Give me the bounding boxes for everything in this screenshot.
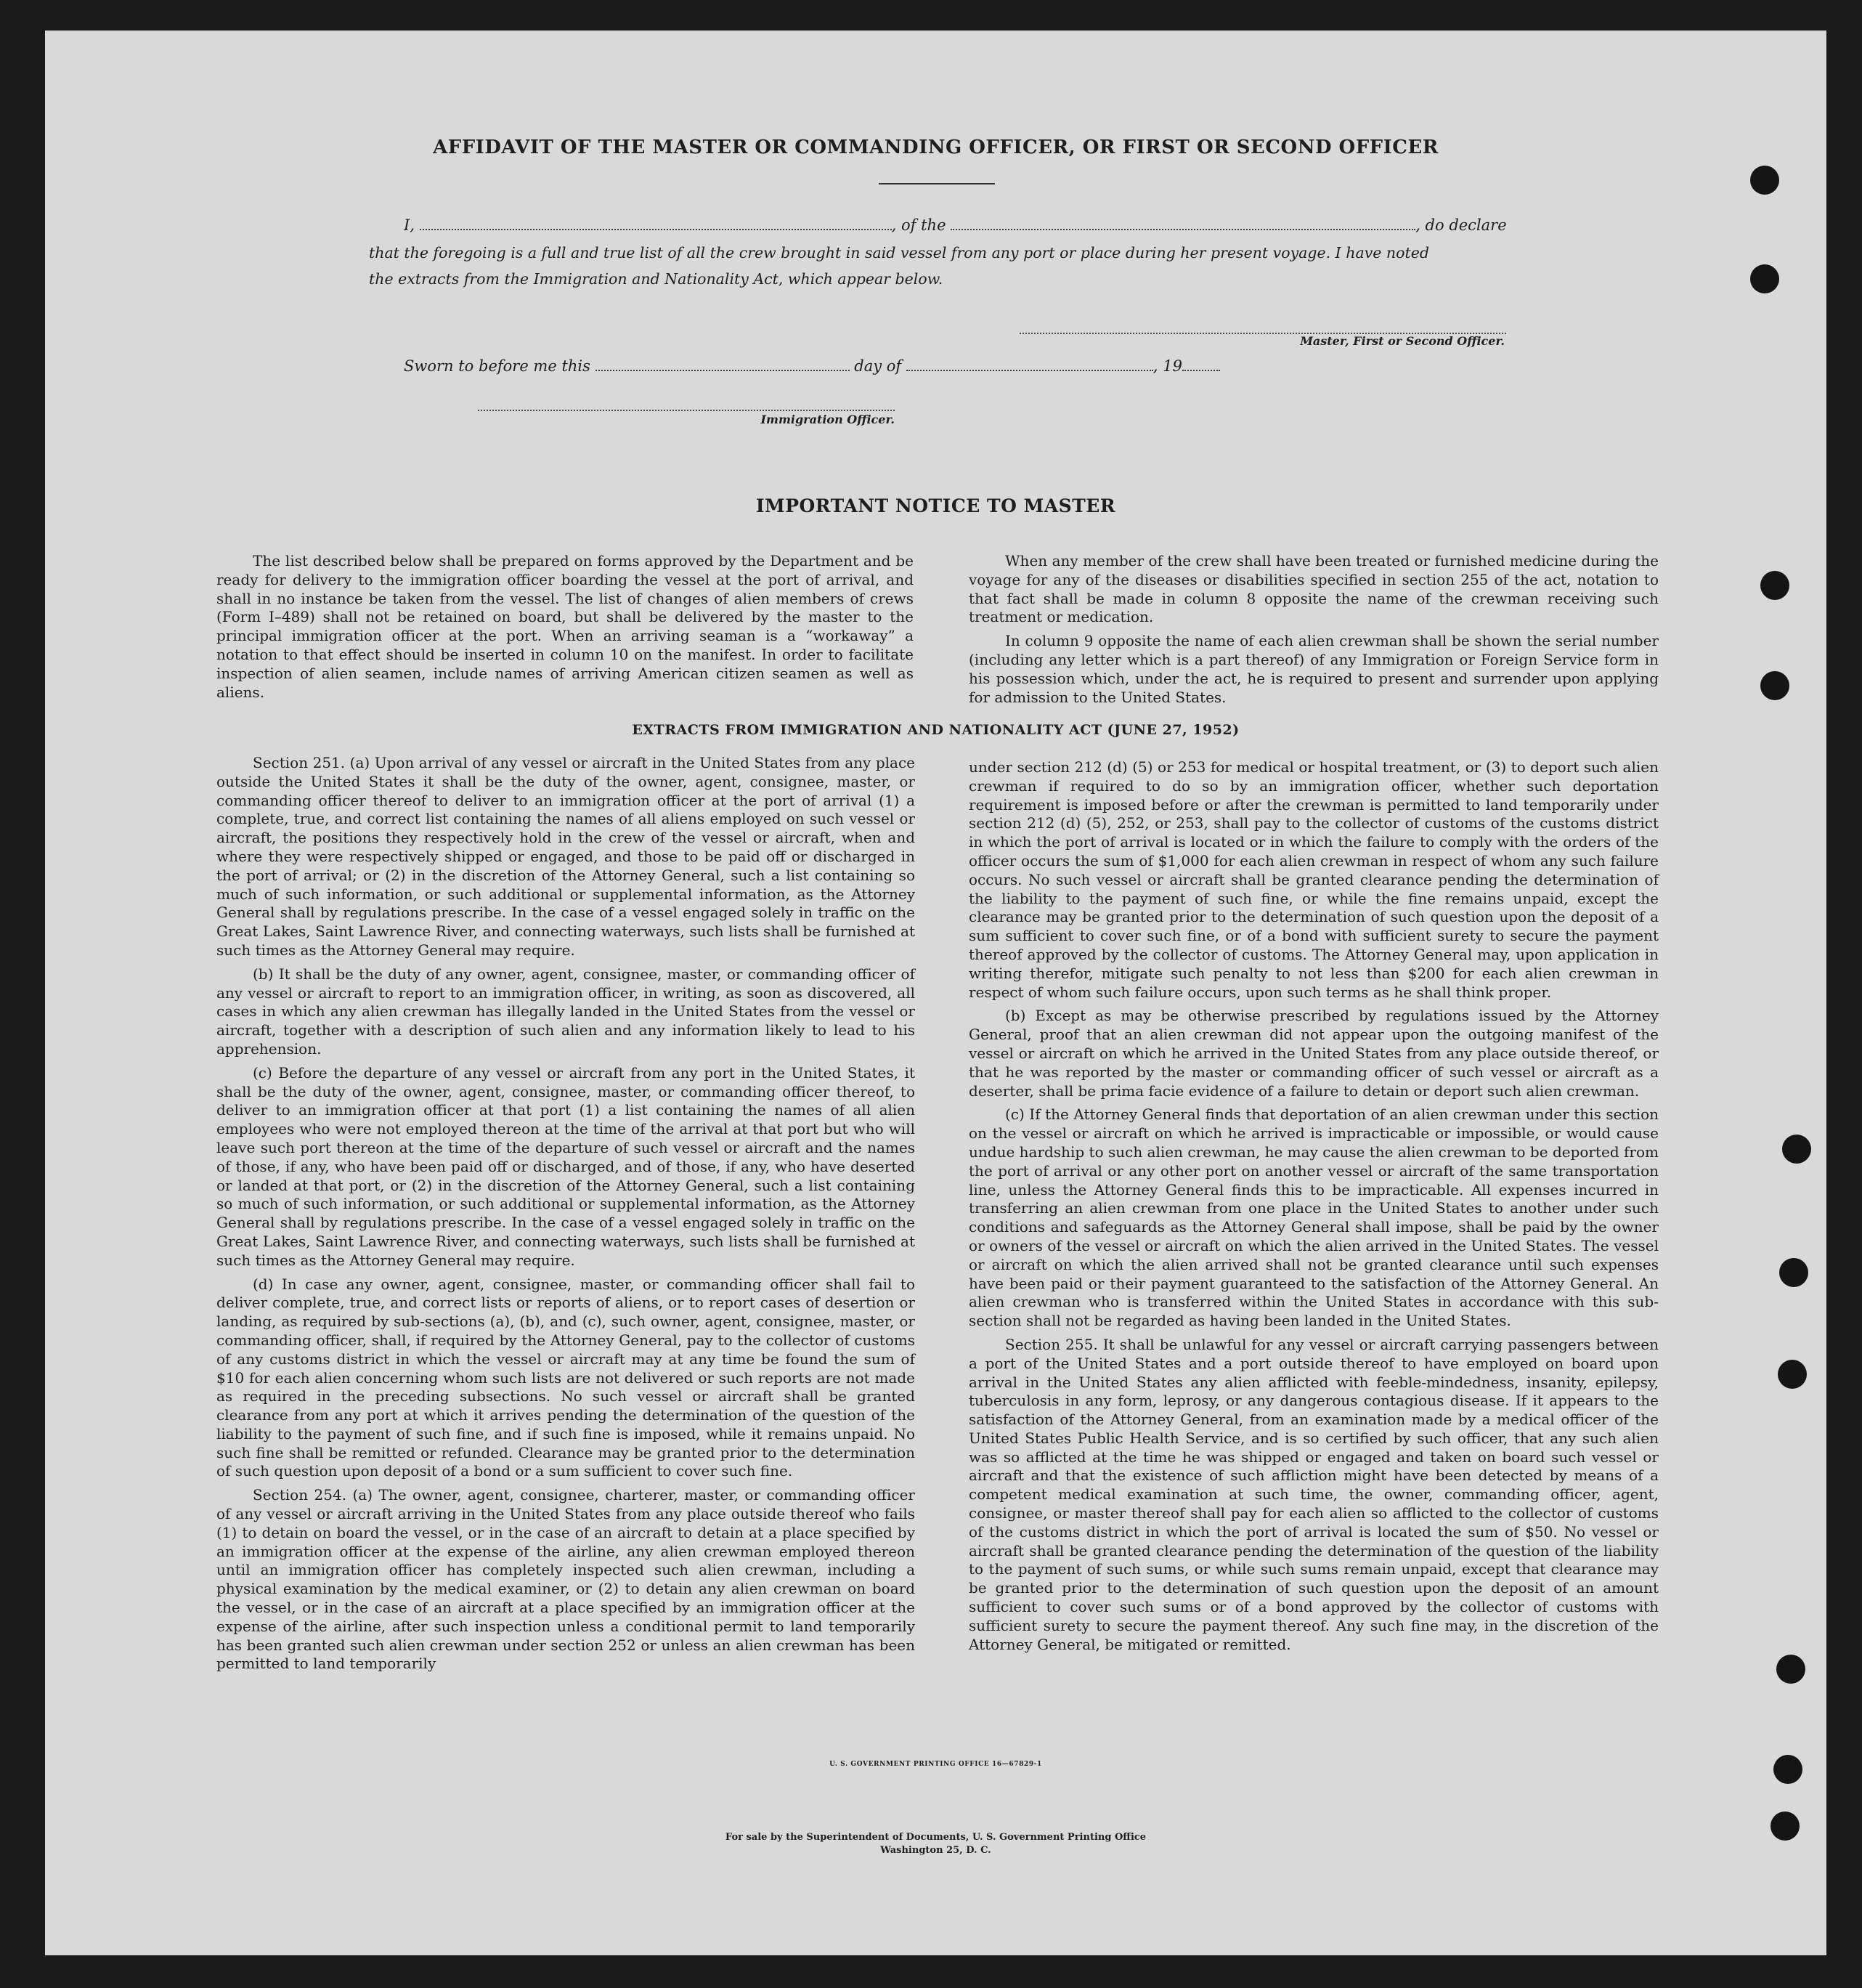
extract-paragraph: (b) Except as may be otherwise prescribed by regulations issued by the Attorney General, proof that an alien crewman did not appear upon the outgoing manifest of the vessel or aircraft on which he arrived in the United States from any place outside thereof, or that he was reported by the master or commanding officer of such vessel or aircraft as a deserter, shall be prima facie evidence of a failure to detain or deport such alien crewman.	[969, 1007, 1659, 1100]
extract-paragraph: (c) Before the departure of any vessel or aircraft from any port in the United States, it shall be the duty of the owner, agent, consignee, master, or commanding officer thereof, to deliver to an immigration officer at that port (1) a list containing the names of all alien employees who were not employed thereon at the time of the arrival at that port but who will leave such port thereon at the time of the departure of such vessel or aircraft and the names of those, if any, who have been paid off or discharged, and of those, if any, who have deserted or landed at that port, or (2) in the discretion of the Attorney General, such a list containing so much of such information, or such additional or supplemental information, as the Attorney General shall by regulations prescribe. In the case of a vessel engaged solely in traffic on the Great Lakes, Saint Lawrence River, and connecting waterways, such lists shall be furnished at such times as the Attorney General may require.	[216, 1063, 915, 1269]
notice-left-column	[216, 552, 914, 707]
notice-right-paragraph-1: When any member of the crew shall have been treated or furnished medicine during the voyage for any of the diseases or disabilities specified in section 255 of the act, notation to that fact shall be made in column 8 opposite the name of the crewman receiving such treatment or medication.	[969, 552, 1659, 626]
punch-hole	[1750, 264, 1779, 293]
punch-hole	[1776, 1655, 1805, 1684]
sworn-label: Sworn to before me this	[404, 357, 590, 375]
punch-hole	[1760, 671, 1789, 700]
punch-hole	[1760, 571, 1789, 600]
declaration-text-2: that the foregoing is a full and true list of all the crew brought in said vessel from any port or place during her present voyage. I have noted	[369, 244, 1429, 261]
of-the-label: , of the	[891, 216, 946, 234]
extracts-title: EXTRACTS FROM IMMIGRATION AND NATIONALITY ACT (JUNE 27, 1952)	[632, 722, 1240, 738]
sale-line-1: For sale by the Superintendent of Documents, U. S. Government Printing Office	[725, 1832, 1147, 1843]
sworn-line	[404, 357, 1348, 375]
declaration-text-3: the extracts from the Immigration and Nationality Act, which appear below.	[369, 270, 943, 288]
year-blank[interactable]	[1182, 360, 1220, 371]
officer-signature-line[interactable]	[478, 410, 895, 411]
officer-label: Immigration Officer.	[760, 413, 895, 426]
declaration-i-label: I,	[404, 216, 415, 234]
extracts-right-column	[969, 758, 1659, 1659]
notice-right-paragraph-2: In column 9 opposite the name of each alien crewman shall be shown the serial number (including any letter which is a part thereof) of any Immigration or Foreign Service form in his possession which, under the act, he is required to present and surrender upon applying for admission to the United States.	[969, 632, 1659, 706]
extract-paragraph: Section 255. It shall be unlawful for any vessel or aircraft carrying passengers between a port of the United States and a port outside thereof to have employed on board upon arrival in the United States any alien afflicted with feeble-mindedness, insanity, epilepsy, tuberculosis in any form, leprosy, or any dangerous contagious disease. If it appears to the satisfaction of the Attorney General, from an examination made by a medical officer of the United States Public Health Service, and is so certified by such officer, that any such alien was so afflicted at the time he was shipped or engaged and taken on board such vessel or aircraft and that the existence of such affliction might have been detected by means of a competent medical examination at such time, the owner, commanding officer, agent, consignee, or master thereof shall pay for each alien so afflicted to the collector of customs of the customs district in which the port of arrival is located the sum of $50. No vessel or aircraft shall be granted clearance pending the determination of the question of the liability to the payment of such sums, or while such sums remain unpaid, except that clearance may be granted prior to the determination of such question upon the deposit of an amount sufficient to cover such sums or of a bond approved by the collector of customs with sufficient surety to secure the payment thereof. Any such fine may, in the discretion of the Attorney General, be mitigated or remitted.	[969, 1335, 1659, 1653]
do-declare-label: , do declare	[1415, 216, 1507, 234]
vessel-blank[interactable]	[951, 219, 1415, 230]
extract-paragraph: (c) If the Attorney General finds that deportation of an alien crewman under this section on the vessel or aircraft on which he arrived is impracticable or impossible, or would cause undue hardship to such alien crewman, he may cause the alien crewman to be deported from the port of arrival or any other port on another vessel or aircraft of the same transportation line, unless the Attorney General finds this to be impracticable. All expenses incurred in transferring an alien crewman from one place in the United States to another under such conditions and safeguards as the Attorney General shall impose, shall be paid by the owner or owners of the vessel or aircraft on which the alien arrived in the United States. The vessel or aircraft on which the alien arrived shall not be granted clearance until such expenses have been paid or their payment guaranteed to the satisfaction of the Attorney General. An alien crewman who is transferred within the United States in accordance with this sub-section shall not be regarded as having been landed in the United States.	[969, 1105, 1659, 1330]
notice-title: IMPORTANT NOTICE TO MASTER	[755, 495, 1116, 516]
master-label: Master, First or Second Officer.	[1300, 334, 1505, 348]
extract-paragraph: Section 254. (a) The owner, agent, consignee, charterer, master, or commanding officer of any vessel or aircraft arriving in the United States from any place outside thereof who fails (1) to detain on board the vessel, or in the case of an aircraft to detain at a place specified by an immigration officer at the expense of the airline, any alien crewman employed thereon until an immigration officer has completely inspected such alien crewman, including a physical examination by the medical examiner, or (2) to detain any alien crewman on board the vessel, or in the case of an aircraft at a place specified by an immigration officer at the expense of the airline, after such inspection unless a conditional permit to land temporarily has been granted such alien crewman under section 252 or unless an alien crewman has been permitted to land temporarily	[216, 1486, 915, 1673]
punch-hole	[1779, 1258, 1808, 1287]
extracts-left-column	[216, 754, 915, 1679]
affidavit-title: AFFIDAVIT OF THE MASTER OR COMMANDING OFFICER, OR FIRST OR SECOND OFFICER	[433, 137, 1439, 158]
punch-hole	[1778, 1360, 1807, 1389]
document-page	[45, 31, 1826, 1955]
year-label: , 19	[1152, 357, 1182, 375]
punch-hole	[1773, 1755, 1802, 1784]
extract-paragraph: (b) It shall be the duty of any owner, agent, consignee, master, or commanding officer of any vessel or aircraft to report to an immigration officer, in writing, as soon as discovered, all cases in which any alien crewman has illegally landed in the United States from the vessel or aircraft, together with a description of such alien and any information likely to lead to his apprehension.	[216, 965, 915, 1058]
notice-right-column	[969, 552, 1659, 712]
declaration-line	[404, 216, 1566, 234]
extract-paragraph: under section 212 (d) (5) or 253 for medical or hospital treatment, or (3) to deport such alien crewman if required to do so by an immigration officer, whether such deportation requirement is imposed before or after the crewman is permitted to land temporarily under section 212 (d) (5), 252, or 253, shall pay to the collector of customs of the customs district in which the port of arrival is located or in which the failure to comply with the orders of the officer occurs the sum of $1,000 for each alien crewman in respect of whom any such failure occurs. No such vessel or aircraft shall be granted clearance pending the determination of the liability to the payment of such fine, or while the fine remains unpaid, except the clearance may be granted prior to the determination of such question upon the deposit of a sum sufficient to cover such fine, or of a bond with sufficient surety to secure the payment thereof approved by the collector of customs. The Attorney General may, upon application in writing therefor, mitigate such penalty to not less than $200 for each alien crewman in respect of whom such failure occurs, upon such terms as he shall think proper.	[969, 758, 1659, 1001]
day-of-label: day of	[854, 357, 902, 375]
name-blank[interactable]	[420, 219, 892, 230]
punch-hole	[1782, 1135, 1811, 1164]
sale-line-2: Washington 25, D. C.	[880, 1845, 991, 1856]
title-underline	[879, 183, 995, 184]
printing-office-line: U. S. GOVERNMENT PRINTING OFFICE 16—67829-1	[829, 1761, 1042, 1768]
extract-paragraph: (d) In case any owner, agent, consignee, master, or commanding officer shall fail to deliver complete, true, and correct lists or reports of aliens, or to report cases of desertion or landing, as required by sub-sections (a), (b), and (c), such owner, agent, consignee, master, or commanding officer, shall, if required by the Attorney General, pay to the collector of customs of any customs district in which the vessel or aircraft may at any time be found the sum of $10 for each alien concerning whom such lists are not delivered or such reports are not made as required in the preceding subsections. No such vessel or aircraft shall be granted clearance from any port at which it arrives pending the determination of the question of the liability to the payment of such fine, and if such fine is imposed, while it remains unpaid. No such fine shall be remitted or refunded. Clearance may be granted prior to the determination of such question upon deposit of a bond or a sum sufficient to cover such fine.	[216, 1275, 915, 1480]
month-blank[interactable]	[906, 360, 1153, 371]
sworn-date-blank[interactable]	[595, 360, 850, 371]
extract-paragraph: Section 251. (a) Upon arrival of any vessel or aircraft in the United States from any place outside the United States it shall be the duty of the owner, agent, consignee, master, or commanding officer thereof to deliver to an immigration officer at the port of arrival (1) a complete, true, and correct list containing the names of all aliens employed on such vessel or aircraft, the positions they respectively hold in the crew of the vessel or aircraft, when and where they were respectively shipped or engaged, and those to be paid off or discharged in the port of arrival; or (2) in the discretion of the Attorney General, such a list containing so much of such information, or such additional or supplemental information, as the Attorney General shall by regulations prescribe. In the case of a vessel engaged solely in traffic on the Great Lakes, Saint Lawrence River, and connecting waterways, such lists shall be furnished at such times as the Attorney General may require.	[216, 754, 915, 959]
punch-hole	[1750, 166, 1779, 195]
notice-left-paragraph: The list described below shall be prepared on forms approved by the Department and be ready for delivery to the immigration officer boarding the vessel at the port of arrival, and shall in no instance be taken from the vessel. The list of changes of alien members of crews (Form I–489) shall not be retained on board, but shall be delivered by the master to the principal immigration officer at the port. When an arriving seaman is a “workaway” a notation to that effect should be inserted in column 10 on the manifest. In order to facilitate inspection of alien seamen, include names of arriving American citizen seamen as well as aliens.	[216, 552, 914, 701]
